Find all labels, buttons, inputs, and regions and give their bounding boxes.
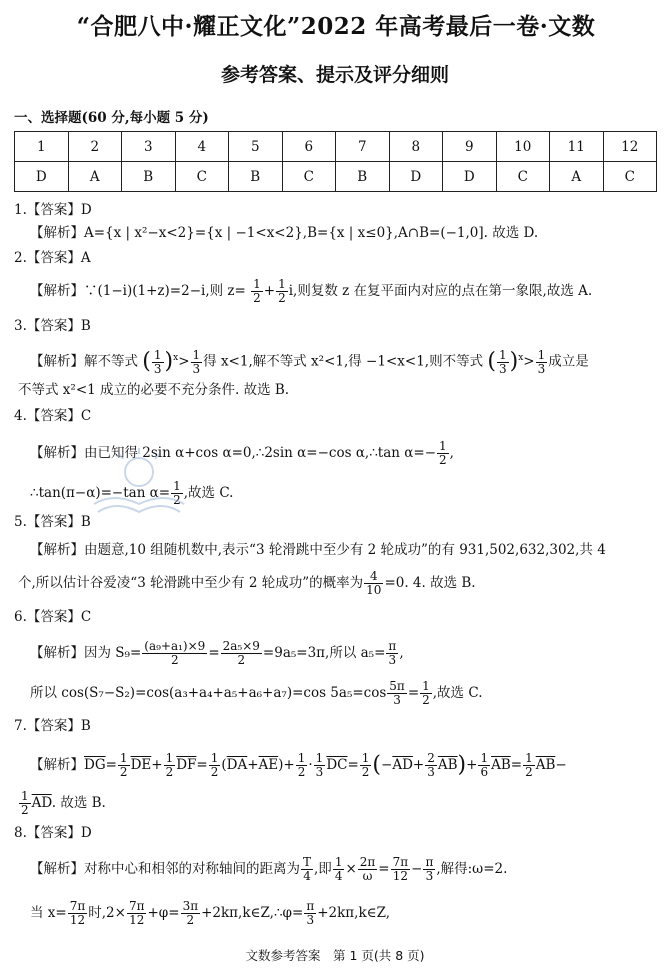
q7-analysis: 【解析】$\overline{DG}=$ $\frac{1}{2}$ $\overline{DE}+$ $\frac{1}{2}$ $\overline{DF}=$ $\frac{1}{2}$ $(\overline{DA}+\overline{AE})+$ $\frac{1}{2}$ · $\frac{1}{3}$ $\overline{DC}=$ $\frac{1}{2}$ ($-\overline{AD}+$ $\frac{2}{3}$ $\overline{AB})+$ $\frac{1}{6}$ $\overline{AB}=$ $\frac{1}{2}$ $\overline{AB}-$ <box>30 751 567 779</box>
fraction: $\frac{T}{4}$ <box>303 855 312 883</box>
q3-text-2: 得 x<1,解不等式 x²<1,得 −1<x<1,则不等式 <box>203 353 484 370</box>
q8-analysis-line2 <box>30 900 390 927</box>
q6-analysis-line2: 所以 cos(S₇−S₂)=cos(a₃+a₄+a₅+a₆+a₇)=cos 5a₅=cos $\frac{5\pi}{3}$ = $\frac{1}{2}$ ,故选 C. <box>30 679 483 707</box>
question-number-cell: 9 <box>443 132 497 162</box>
answer-table-answer-row <box>15 162 657 192</box>
q7-text-2: . 故选 B. <box>51 795 106 811</box>
q8-text-4: 当 x= <box>30 905 67 921</box>
fraction: $\frac{5\pi}{3}$ <box>389 679 405 707</box>
q4-text-1: 【解析】由已知得 2sin α+cos α=0,∴2sin α=−cos α,∴tan α=− <box>30 445 437 461</box>
q5-text-2: =0. 4. 故选 B. <box>384 575 476 591</box>
fraction: $\frac{1}{3}$ <box>498 347 507 376</box>
fraction: $\frac{1}{2}$ <box>173 479 181 507</box>
fraction: $\frac{7\pi}{12}$ <box>392 855 409 883</box>
fraction: $\frac{1}{2}$ <box>439 439 447 467</box>
fraction: $\frac{\text{(a₉+a₁)×9}}{2}$ <box>144 639 206 667</box>
q5-analysis: 【解析】由题意,10 组随机数中,表示“3 轮滑跳中至少有 2 轮成功”的有 931,502,632,302,共 4 <box>30 542 606 558</box>
fraction: $\frac{2}{3}$ <box>427 751 435 779</box>
q6-answer: 6.【答案】C <box>14 609 92 625</box>
fraction: $\frac{1}{6}$ <box>480 751 489 779</box>
answer-cell: D <box>389 162 443 192</box>
answer-cell: C <box>603 162 657 192</box>
q4-answer: 4.【答案】C <box>14 408 92 424</box>
section-heading: 一、选择题(60 分,每小题 5 分) <box>14 110 209 126</box>
q8-text-7: +2kπ,k∈Z,∴φ= <box>201 905 304 921</box>
q3-analysis-line2: 不等式 x²<1 成立的必要不充分条件. 故选 B. <box>18 382 290 398</box>
q6-text-1: 【解析】因为 S₉= <box>30 645 142 661</box>
answer-cell: D <box>443 162 497 192</box>
fraction: $\frac{1}{2}$ <box>119 751 128 779</box>
q5-answer: 5.【答案】B <box>14 514 91 530</box>
fraction: $\frac{2\pi}{\omega}$ <box>359 855 376 883</box>
fraction: $\frac{1}{2}$ <box>210 751 219 779</box>
answer-cell: A <box>550 162 604 192</box>
fraction: $\frac{1}{2}$ <box>253 277 261 305</box>
fraction: $\frac{1}{4}$ <box>334 855 343 883</box>
fraction: $\frac{7\pi}{12}$ <box>128 899 145 927</box>
q8-text-8: +2kπ,k∈Z, <box>317 905 391 921</box>
q4-text-3: ,故选 C. <box>183 485 234 501</box>
answer-cell: A <box>68 162 122 192</box>
q6-text-2: =9a₅=3π,所以 a₅= <box>262 645 386 661</box>
fraction: $\frac{1}{3}$ <box>537 347 546 376</box>
fraction: $\frac{7\pi}{12}$ <box>69 899 86 927</box>
answer-cell: C <box>175 162 229 192</box>
fraction: $\frac{1}{3}$ <box>153 347 162 376</box>
q8-text-2: ,即 <box>314 861 332 877</box>
q3-text-1: 【解析】解不等式 <box>30 353 138 370</box>
answer-cell: B <box>122 162 176 192</box>
q6-text-4: ,故选 C. <box>432 685 483 701</box>
q2-analysis: 【解析】∵(1−i)(1+z)=2−i,则 z= $\frac{1}{2}$ + $\frac{1}{2}$ i,则复数 z 在复平面内对应的点在第一象限,故选 A. <box>30 277 593 305</box>
q3-answer: 3.【答案】B <box>14 318 91 334</box>
q3-text-3: 成立是 <box>548 353 589 370</box>
fraction: $\frac{1}{3}$ <box>192 347 201 376</box>
question-number-cell: 3 <box>122 132 176 162</box>
document-subtitle: 参考答案、提示及评分细则 <box>220 64 449 86</box>
q7-text-1: 【解析】 <box>30 757 84 773</box>
q2-answer: 2.【答案】A <box>14 250 91 266</box>
answer-table <box>14 131 657 192</box>
q7-answer: 7.【答案】B <box>14 718 91 734</box>
fraction: $\frac{1}{3}$ <box>315 751 324 779</box>
fraction: $\frac{1}{2}$ <box>21 789 29 817</box>
question-number-cell: 11 <box>550 132 604 162</box>
question-number-cell: 2 <box>68 132 122 162</box>
answer-cell: C <box>282 162 336 192</box>
fraction: $\frac{\pi}{3}$ <box>425 855 434 883</box>
question-number-cell: 8 <box>389 132 443 162</box>
document-title: “合肥八中·耀正文化”2022 年高考最后一卷·文数 <box>76 13 596 40</box>
q1-answer: 1.【答案】D <box>14 202 92 218</box>
q2-text-1: 【解析】∵(1−i)(1+z)=2−i,则 z= <box>30 283 246 299</box>
q8-text-1: 【解析】对称中心和相邻的对称轴间的距离为 <box>30 861 300 877</box>
q6-analysis: 【解析】因为 S₉= $\frac{\text{(a₉+a₁)×9}}{2}$ = $\frac{\text{2a₅×9}}{2}$ =9a₅=3π,所以 a₅= $\frac{\pi}{3}$ , <box>30 639 404 667</box>
q8-text-6: +φ= <box>147 905 180 921</box>
answer-cell: B <box>229 162 283 192</box>
answer-cell: B <box>336 162 390 192</box>
q8-analysis: 【解析】对称中心和相邻的对称轴间的距离为 $\frac{T}{4}$ ,即 $\frac{1}{4}$ × $\frac{2\pi}{\omega}$ = $\frac{7\pi}{12}$ − $\frac{\pi}{3}$ ,解得:ω=2. <box>30 855 508 883</box>
fraction: $\frac{1}{2}$ <box>361 751 370 779</box>
fraction: $\frac{1}{2}$ <box>278 277 286 305</box>
q8-text-5: 时,2× <box>88 905 126 921</box>
fraction: $\frac{3\pi}{2}$ <box>182 899 199 927</box>
fraction: $\frac{4}{10}$ <box>366 569 382 597</box>
q4-text-2: ∴tan(π−α)=−tan α= <box>30 485 171 501</box>
q5-analysis-line2 <box>18 570 476 597</box>
fraction: $\frac{1}{2}$ <box>165 751 174 779</box>
answer-cell: D <box>15 162 69 192</box>
q2-text-2: i,则复数 z 在复平面内对应的点在第一象限,故选 A. <box>288 283 593 299</box>
fraction: $\frac{1}{2}$ <box>297 751 306 779</box>
answer-cell: C <box>496 162 550 192</box>
question-number-cell: 1 <box>15 132 69 162</box>
question-number-cell: 6 <box>282 132 336 162</box>
fraction: $\frac{\pi}{3}$ <box>388 639 397 667</box>
fraction: $\frac{1}{2}$ <box>422 679 430 707</box>
watermark-logo-icon <box>84 442 194 522</box>
fraction: $\frac{\text{2a₅×9}}{2}$ <box>222 639 260 667</box>
question-number-cell: 12 <box>603 132 657 162</box>
q6-text-3: 所以 cos(S₇−S₂)=cos(a₃+a₄+a₅+a₆+a₇)=cos 5a₅=cos <box>30 685 387 701</box>
fraction: $\frac{\pi}{3}$ <box>306 899 315 927</box>
question-number-cell: 10 <box>496 132 550 162</box>
q7-analysis-line2: $\frac{1}{2}$ $\overline{AD}$. 故选 B. <box>21 789 106 817</box>
question-number-cell: 4 <box>175 132 229 162</box>
question-number-cell: 5 <box>229 132 283 162</box>
q3-analysis: 【解析】解不等式 ( $\frac{1}{3}$ )$^x$> $\frac{1}{3}$ 得 x<1,解不等式 x²<1,得 −1<x<1,则不等式 ( $\frac{1}{3}$ )$^x$> $\frac{1}{3}$ 成立是 <box>30 347 589 376</box>
q4-analysis: 【解析】由已知得 2sin α+cos α=0,∴2sin α=−cos α,∴tan α=− $\frac{1}{2}$ , <box>30 439 454 467</box>
question-number-cell: 7 <box>336 132 390 162</box>
fraction: $\frac{1}{2}$ <box>525 751 533 779</box>
q8-text-3: ,解得:ω=2. <box>436 861 508 877</box>
q8-answer: 8.【答案】D <box>14 825 92 841</box>
page-footer: 文数参考答案 第 1 页(共 8 页) <box>245 948 425 963</box>
q5-text-1: 个,所以估计谷爱凌“3 轮滑跳中至少有 2 轮成功”的概率为 <box>18 575 364 591</box>
q1-analysis: 【解析】A={x | x²−x<2}={x | −1<x<2},B={x | x≤0},A∩B=(−1,0]. 故选 D. <box>30 225 539 241</box>
answer-table-number-row <box>15 132 657 162</box>
